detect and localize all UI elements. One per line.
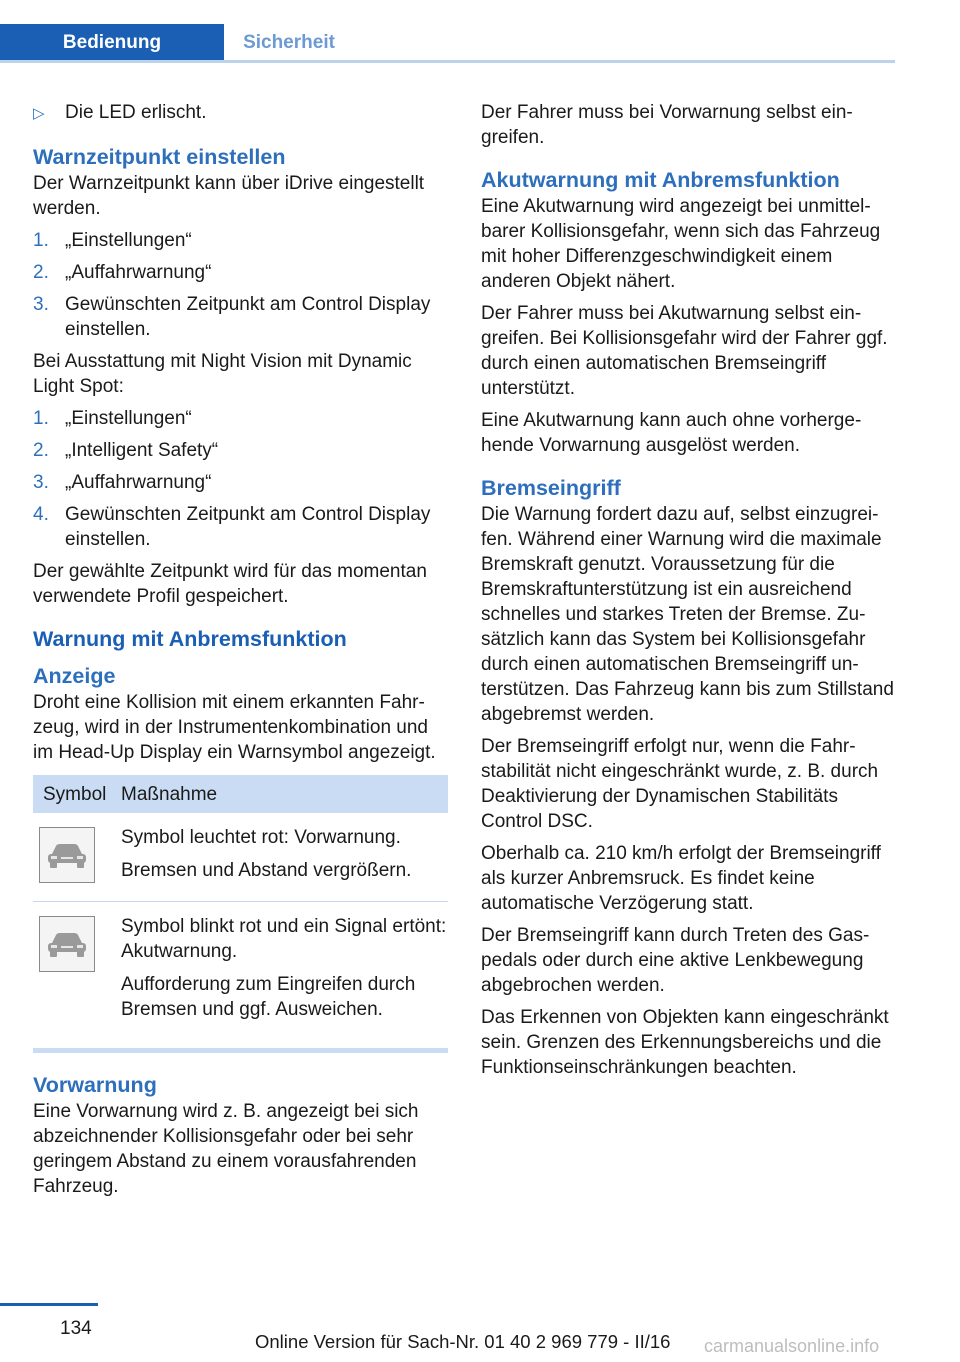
triangle-bullet-icon: ▷ xyxy=(33,105,45,122)
heading-warnzeitpunkt: Warnzeitpunkt einstellen xyxy=(33,145,286,169)
table-row xyxy=(33,902,448,1040)
list-item: 3. „Auffahrwarnung“ xyxy=(33,472,212,493)
paragraph-akut-3: Eine Akutwarnung kann auch ohne vorhergehende Vorwarnung ausgelöst werden. xyxy=(481,410,862,456)
bullet-text: Die LED erlischt. xyxy=(65,102,207,123)
paragraph-brems-4: Der Bremseingriff kann durch Treten des Gaspedals oder durch eine aktive Lenkbewegung abgebrochen werden. xyxy=(481,925,870,996)
tab-bedienung[interactable]: Bedienung xyxy=(0,24,224,62)
paragraph-akut-2: Der Fahrer muss bei Akutwarnung selbst eingreifen. Bei Kollisionsgefahr wird der Fahrer ggf. durch einen automatischen Bremseingriff unterstützt. xyxy=(481,303,888,399)
page-number: 134 xyxy=(60,1318,92,1339)
header-divider xyxy=(0,60,895,63)
heading-akutwarnung: Akutwarnung mit Anbremsfunktion xyxy=(481,168,840,192)
paragraph-profil: Der gewählte Zeitpunkt wird für das momentan verwendete Profil gespeichert. xyxy=(33,561,427,607)
steps-list-1 xyxy=(33,228,448,342)
paragraph-brems-5: Das Erkennen von Objekten kann eingeschränkt sein. Grenzen des Erkennungsbereichs und die Funktionseinschränkungen beachten. xyxy=(481,1007,889,1078)
table-cell-text: Symbol leuchtet rot: Vorwarnung. xyxy=(121,827,401,848)
list-item: 2. „Intelligent Safety“ xyxy=(33,440,219,461)
column-header-massnahme: Maßnahme xyxy=(121,783,218,805)
paragraph-vorwarnung: Eine Vorwarnung wird z. B. angezeigt bei sich abzeichnender Kollisionsgefahr oder bei sehr geringem Abstand zu einem vorausfahrenden Fahrzeug. xyxy=(33,1101,419,1197)
tab-sicherheit[interactable]: Sicherheit xyxy=(243,32,335,53)
footer-rule xyxy=(0,1303,98,1306)
column-header-symbol: Symbol xyxy=(43,783,107,805)
bullet-item xyxy=(33,100,448,126)
table-row xyxy=(33,813,448,902)
list-item: 2. „Auffahrwarnung“ xyxy=(33,262,212,283)
paragraph-fahrer-vorwarnung: Der Fahrer muss bei Vorwarnung selbst eingreifen. xyxy=(481,102,853,148)
paragraph-brems-3: Oberhalb ca. 210 km/h erfolgt der Bremseingriff als kurzer Anbremsruck. Es findet keine automatische Verzögerung statt. xyxy=(481,843,881,914)
heading-vorwarnung: Vorwarnung xyxy=(33,1073,157,1097)
list-item: 3. Gewünschten Zeitpunkt am Control Display einstellen. xyxy=(33,294,431,340)
list-item: 4. Gewünschten Zeitpunkt am Control Display einstellen. xyxy=(33,504,431,550)
car-warning-icon xyxy=(39,827,95,883)
paragraph-brems-1: Die Warnung fordert dazu auf, selbst einzugreifen. Während einer Warnung wird die maximale Bremskraft genutzt. Voraussetzung für die Bremskraftunterstützung ist ein ausreichend schnelles und starkes Treten der Bremse. Zusätzlich kann das System bei Kollisionsgefahr durch einen automatischen Bremseingriff unterstützen. Das Fahrzeug kann bis zum Stillstand abgebremst werden. xyxy=(481,504,894,725)
table-cell-text: Aufforderung zum Eingreifen durch Bremsen und ggf. Ausweichen. xyxy=(121,974,416,1020)
heading-warnung-anbremsfunktion: Warnung mit Anbremsfunktion xyxy=(33,627,347,651)
table-cell-text: Symbol blinkt rot und ein Signal ertönt: Akutwarnung. xyxy=(121,916,447,962)
heading-anzeige: Anzeige xyxy=(33,664,116,688)
list-item: 1. „Einstellungen“ xyxy=(33,408,192,429)
table-cell-text: Bremsen und Abstand vergrößern. xyxy=(121,860,412,881)
steps-list-2 xyxy=(33,406,448,552)
car-warning-icon xyxy=(39,916,95,972)
right-column xyxy=(481,100,896,1087)
watermark: carmanualsonline.info xyxy=(704,1336,880,1356)
table-header xyxy=(33,775,448,813)
paragraph-brems-2: Der Bremseingriff erfolgt nur, wenn die Fahrstabilität nicht eingeschränkt wurde, z. B. durch Deaktivierung der Dynamischen Stabilitäts Control DSC. xyxy=(481,736,879,832)
footer-online-version: Online Version für Sach-Nr. 01 40 2 969 779 - II/16 xyxy=(255,1331,671,1352)
paragraph-akut-1: Eine Akutwarnung wird angezeigt bei unmittelbarer Kollisionsgefahr, wenn sich das Fahrzeug mit hoher Differenzgeschwindigkeit einem anderen Objekt nähert. xyxy=(481,196,881,292)
symbol-table xyxy=(33,775,448,1053)
left-column xyxy=(33,100,448,1206)
paragraph-warnzeitpunkt: Der Warnzeitpunkt kann über iDrive eingestellt werden. xyxy=(33,173,425,219)
heading-bremseingriff: Bremseingriff xyxy=(481,476,621,500)
page-header xyxy=(0,0,960,64)
paragraph-night-vision: Bei Ausstattung mit Night Vision mit Dynamic Light Spot: xyxy=(33,351,412,397)
list-item: 1. „Einstellungen“ xyxy=(33,230,192,251)
paragraph-anzeige: Droht eine Kollision mit einem erkannten Fahrzeug, wird in der Instrumentenkombination und im Head-Up Display ein Warnsymbol angezeigt. xyxy=(33,692,436,763)
